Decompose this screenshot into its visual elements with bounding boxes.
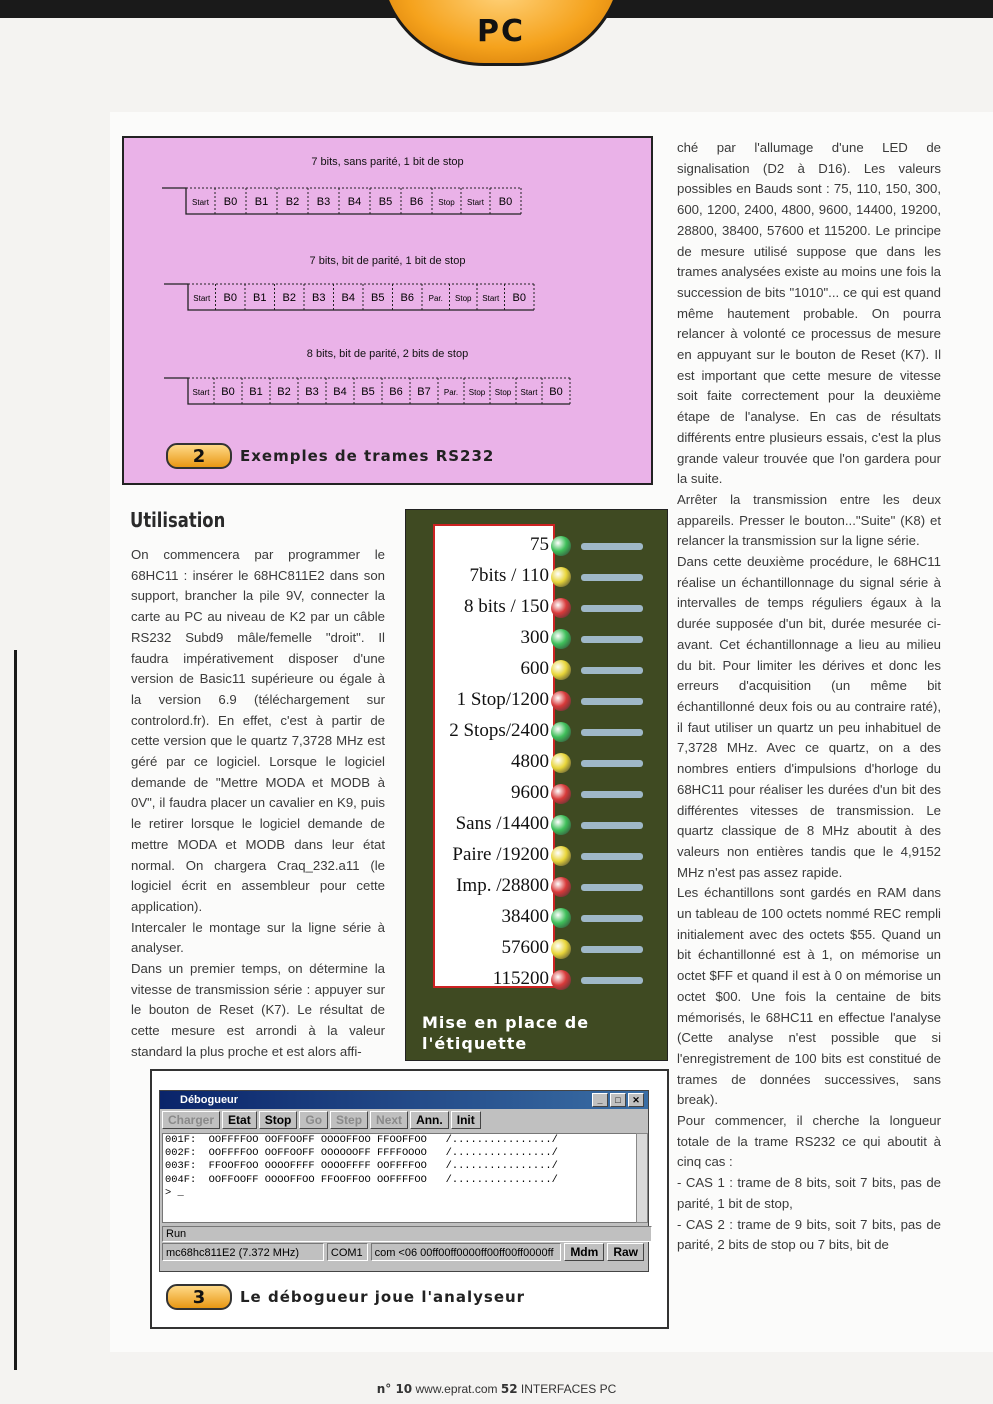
figure-number: 3 [166, 1284, 232, 1310]
baud-label: 600 [520, 658, 549, 679]
paragraph: - CAS 2 : trame de 9 bits, soit 7 bits, pas de parité, 2 bits de stop ou 7 bits, bit de [677, 1216, 941, 1253]
section-heading: Utilisation [130, 508, 226, 532]
window-title: Débogueur [180, 1094, 239, 1106]
section-label: PC [476, 14, 525, 49]
baud-label: 8 bits / 150 [464, 596, 549, 617]
resistor [581, 946, 643, 953]
frame-cell-label: B0 [223, 196, 238, 208]
resistor [581, 760, 643, 767]
frame-cell-label: Stop [455, 294, 472, 303]
frame-cell-label: B0 [498, 196, 513, 208]
frame-cell-label: B5 [361, 386, 375, 398]
debugger-window [159, 1090, 649, 1272]
led-indicator [551, 660, 571, 680]
frame-cell-label: B5 [378, 196, 393, 208]
frame-cell-label: B6 [400, 292, 414, 304]
port-status: COM1 [327, 1243, 368, 1261]
frame-cell-label: B6 [389, 386, 403, 398]
frame-title-2: 7 bits, bit de parité, 1 bit de stop [309, 255, 466, 267]
baud-label: 2 Stops/2400 [449, 720, 549, 741]
frame-cell-label: B0 [549, 386, 563, 398]
console-line: > _ [165, 1186, 184, 1199]
magazine-name: INTERFACES PC [520, 1382, 617, 1396]
baud-label-sticker [433, 524, 555, 988]
led-indicator [551, 970, 571, 990]
baud-label: 4800 [511, 751, 549, 772]
raw-button[interactable]: Raw [607, 1243, 644, 1261]
baud-label: 7bits / 110 [469, 565, 549, 586]
status-bar [162, 1243, 644, 1261]
frame-cell-label: B3 [312, 292, 326, 304]
paragraph: Intercaler le montage sur la ligne série à analyser. [131, 919, 385, 956]
frame-title-1: 7 bits, sans parité, 1 bit de stop [311, 156, 464, 168]
right-column-text [677, 138, 941, 1256]
frame-title-3: 8 bits, bit de parité, 2 bits de stop [306, 348, 469, 360]
frame-cell-label: B2 [285, 196, 300, 208]
figure-debugger [150, 1069, 669, 1329]
paragraph: ché par l'allumage d'une LED de signalisation (D2 à D16). Les valeurs possibles en Bauds sont : 75, 110, 150, 300, 600, 1200, 2400, 4800, 9600, 14400, 19200, 28800, 38400, 57600 et 115200. Le principe de mesure utilisé suppose que dans les trames analysées existe au moins une fois la succession de bits "1010"... ce qui est quand même hautement probable. On pourra relancer à volonté ce processus de mesure en appuyant sur le bouton de Reset (K7). Il est important que cette mesure de vitesse soit faite correctement pour la deuxième étape de l'analyse. En cas de résultats différents entre plusieurs essais, c'est la plus grande valeur trouvée que l'on gardera pour la suite. [677, 140, 941, 487]
figure-number: 2 [166, 443, 232, 469]
paragraph: Les échantillons sont gardés en RAM dans un tableau de 100 octets nommé REC rempli initialement avec des octets $55. Quand un bit échantillonné est à 1, on mémorise un octet $FF et quand il est à 0 on mémorise un octet $00. Une fois la centaine de bits mémorisés, le 68HC11 en effectue l'analyse (Cette analyse n'est possible que si l'enregistrement de 100 bits est constitué de trames de données successives, sans break). [677, 885, 941, 1108]
photo-caption-line1: Mise en place de [422, 1013, 590, 1032]
frame-cell-label: Start [467, 198, 484, 207]
paragraph: Dans cette deuxième procédure, le 68HC11 réalise un échantillonnage du signal série à intervalles de temps réguliers égaux à la durée supposée d'un bit, durée mesurée ci-avant. Cet échantillonnage a lieu au milieu du bit. Pour limiter les dérives et donc les erreurs d'acquisition (un même bit échantillonné deux fois ou au contraire raté), il faut utiliser un quartz un peu inhabituel de 7,3728 MHz. Avec ce quartz, on a des nombres entiers d'impulsions d'horloge du 68HC11 pour réaliser les durées d'un bit des différentes vitesses de transmission. Le quartz classique de 8 MHz aboutit à des valeurs non entières tandis que le 4,9152 MHz n'est pas assez rapide. [677, 554, 941, 880]
baud-label: 9600 [511, 782, 549, 803]
console-line: 001F: OOFFFFOO OOFFOOFF OOOOFFOO FFOOFFOO /................/ [165, 1134, 558, 1146]
mdm-button[interactable]: Mdm [564, 1243, 604, 1261]
led-indicator [551, 846, 571, 866]
step-button[interactable]: Step [330, 1111, 368, 1129]
figure-2-caption [166, 443, 494, 469]
frame-cell-label: B3 [316, 196, 331, 208]
photo-caption-line2: l'étiquette [422, 1034, 528, 1053]
console-line: 002F: OOFFFFOO OOFFOOFF OOOOOOFF FFFFOOOO /................/ [165, 1147, 558, 1160]
com-status: com <06 00ff00ff0000ff00ff00ff0000ff [371, 1243, 562, 1261]
issue-number: n° 10 [376, 1382, 413, 1396]
frame-cell-label: Start [192, 388, 210, 397]
led-indicator [551, 598, 571, 618]
paragraph: Dans un premier temps, on détermine la vitesse de transmission série : appuyer sur le bouton de Reset (K7). Le résultat de cette mesure est arrondi à la valeur standard la plus proche et est alors affi- [131, 961, 385, 1059]
frame-cell-label: Par. [428, 294, 443, 303]
led-indicator [551, 939, 571, 959]
run-status: Run [162, 1226, 652, 1242]
next-button[interactable]: Next [370, 1111, 408, 1129]
go-button[interactable]: Go [299, 1111, 328, 1129]
resistor [581, 853, 643, 860]
etat-button[interactable]: Etat [222, 1111, 257, 1129]
frame-cell-label: B5 [371, 292, 385, 304]
caption-text: Exemples de trames RS232 [240, 447, 495, 465]
ann-button[interactable]: Ann. [410, 1111, 449, 1129]
page-number: 52 [500, 1382, 518, 1396]
baud-label: Sans /14400 [455, 813, 549, 834]
paragraph: Arrêter la transmission entre les deux appareils. Presser le bouton..."Suite" (K8) et relancer la transmission sur la ligne série. [677, 491, 941, 549]
resistor [581, 698, 643, 705]
baud-label: 115200 [492, 968, 549, 989]
frame-cell-label: Start [193, 294, 211, 303]
frame-cell-label: Stop [468, 388, 486, 397]
resistor [581, 636, 643, 643]
window-titlebar[interactable] [160, 1091, 648, 1109]
led-indicator [551, 722, 571, 742]
frame-cell-label: B4 [347, 196, 362, 208]
console-line: 003F: FFOOFFOO OOOOFFFF OOOOFFFF OOFFFFOO /................/ [165, 1160, 558, 1173]
caption-text: Le débogueur joue l'analyseur [240, 1288, 526, 1306]
frame-cell-label: B1 [253, 292, 267, 304]
resistor [581, 543, 643, 550]
frame-cell-label: B1 [254, 196, 269, 208]
photo-caption [422, 1012, 589, 1054]
website: www.eprat.com [415, 1382, 498, 1396]
close-icon[interactable]: ✕ [628, 1093, 644, 1107]
frame-cell-label: B7 [417, 386, 431, 398]
baud-label: 300 [520, 627, 549, 648]
frame-cell-label: Start [520, 388, 538, 397]
frame-timing-diagrams [124, 138, 651, 483]
debugger-toolbar [160, 1109, 648, 1131]
debugger-console[interactable] [162, 1133, 638, 1223]
section-badge [378, 0, 624, 66]
console-scrollbar[interactable] [636, 1133, 648, 1223]
binding-edge [14, 650, 17, 1370]
paragraph: - CAS 1 : trame de 8 bits, soit 7 bits, pas de parité, 1 bit de stop, [677, 1175, 941, 1211]
frame-cell-label: Stop [438, 198, 455, 207]
frame-cell-label: B3 [305, 386, 319, 398]
led-indicator [551, 815, 571, 835]
baud-label: 57600 [501, 937, 549, 958]
frame-cell-label: Start [482, 294, 500, 303]
paragraph: On commencera par programmer le 68HC11 : insérer le 68HC811E2 dans son support, brancher la pile 9V, connecter la carte au PC au niveau de K2 par un câble RS232 Subd9 mâle/femelle "droit". Il faudra impérativement disposer d'une version de Basic11 supérieure ou égale à la version 6.9 (téléchargement sur controlord.fr). En effet, c'est à partir de cette version que le quartz 7,3728 MHz est géré par ce logiciel. Lorsque le logiciel demande de "Mettre MODA et MODB à 0V", il faudra placer un cavalier en K9, puis le retirer lorsque le logiciel demande de mettre MODA et MODB dans leur état normal. On chargera Craq_232.a11 (le logiciel écrit en assembleur pour cette application). [131, 547, 385, 914]
frame-cell-label: B0 [512, 292, 526, 304]
resistor [581, 884, 643, 891]
chip-status: mc68hc811E2 (7.372 MHz) [162, 1243, 324, 1261]
resistor [581, 667, 643, 674]
frame-cell-label: Par. [443, 388, 459, 397]
resistor [581, 574, 643, 581]
resistor [581, 791, 643, 798]
led-indicator [551, 877, 571, 897]
led-indicator [551, 629, 571, 649]
frame-cell-label: B6 [409, 196, 424, 208]
resistor [581, 822, 643, 829]
baud-label: 38400 [501, 906, 549, 927]
led-indicator [551, 753, 571, 773]
page-footer [0, 1382, 993, 1396]
led-indicator [551, 691, 571, 711]
paragraph: Pour commencer, il cherche la longueur totale de la trame RS232 ce qui aboutit à cinq cas : [677, 1113, 941, 1170]
frame-cell-label: Start [192, 198, 209, 207]
baud-label: 1 Stop/1200 [456, 689, 549, 710]
baud-label: 75 [530, 534, 549, 555]
frame-cell-label: Stop [494, 388, 512, 397]
resistor [581, 729, 643, 736]
frame-cell-label: B4 [333, 386, 347, 398]
maximize-icon[interactable]: □ [610, 1093, 626, 1107]
console-line: 004F: OOFFOOFF OOOOFFOO FFOOFFOO OOFFFFOO /................/ [165, 1173, 558, 1186]
resistor [581, 915, 643, 922]
led-indicator [551, 784, 571, 804]
led-indicator [551, 536, 571, 556]
frame-cell-label: B2 [277, 386, 291, 398]
frame-cell-label: B1 [249, 386, 263, 398]
frame-cell-label: B4 [341, 292, 355, 304]
led-indicator [551, 567, 571, 587]
minimize-icon[interactable]: _ [592, 1093, 608, 1107]
frame-cell-label: B2 [282, 292, 296, 304]
baud-label: Imp. /28800 [456, 875, 549, 896]
figure-rs232-frames [122, 136, 653, 485]
frame-cell-label: B0 [223, 292, 237, 304]
led-indicator [551, 908, 571, 928]
figure-3-caption [166, 1284, 525, 1310]
resistor [581, 605, 643, 612]
init-button[interactable]: Init [451, 1111, 481, 1129]
label-photo [405, 509, 668, 1061]
charger-button[interactable]: Charger [162, 1111, 220, 1129]
frame-cell-label: B0 [221, 386, 235, 398]
stop-button[interactable]: Stop [259, 1111, 298, 1129]
baud-label: Paire /19200 [452, 844, 549, 865]
resistor [581, 977, 643, 984]
left-column-text [131, 545, 385, 1063]
